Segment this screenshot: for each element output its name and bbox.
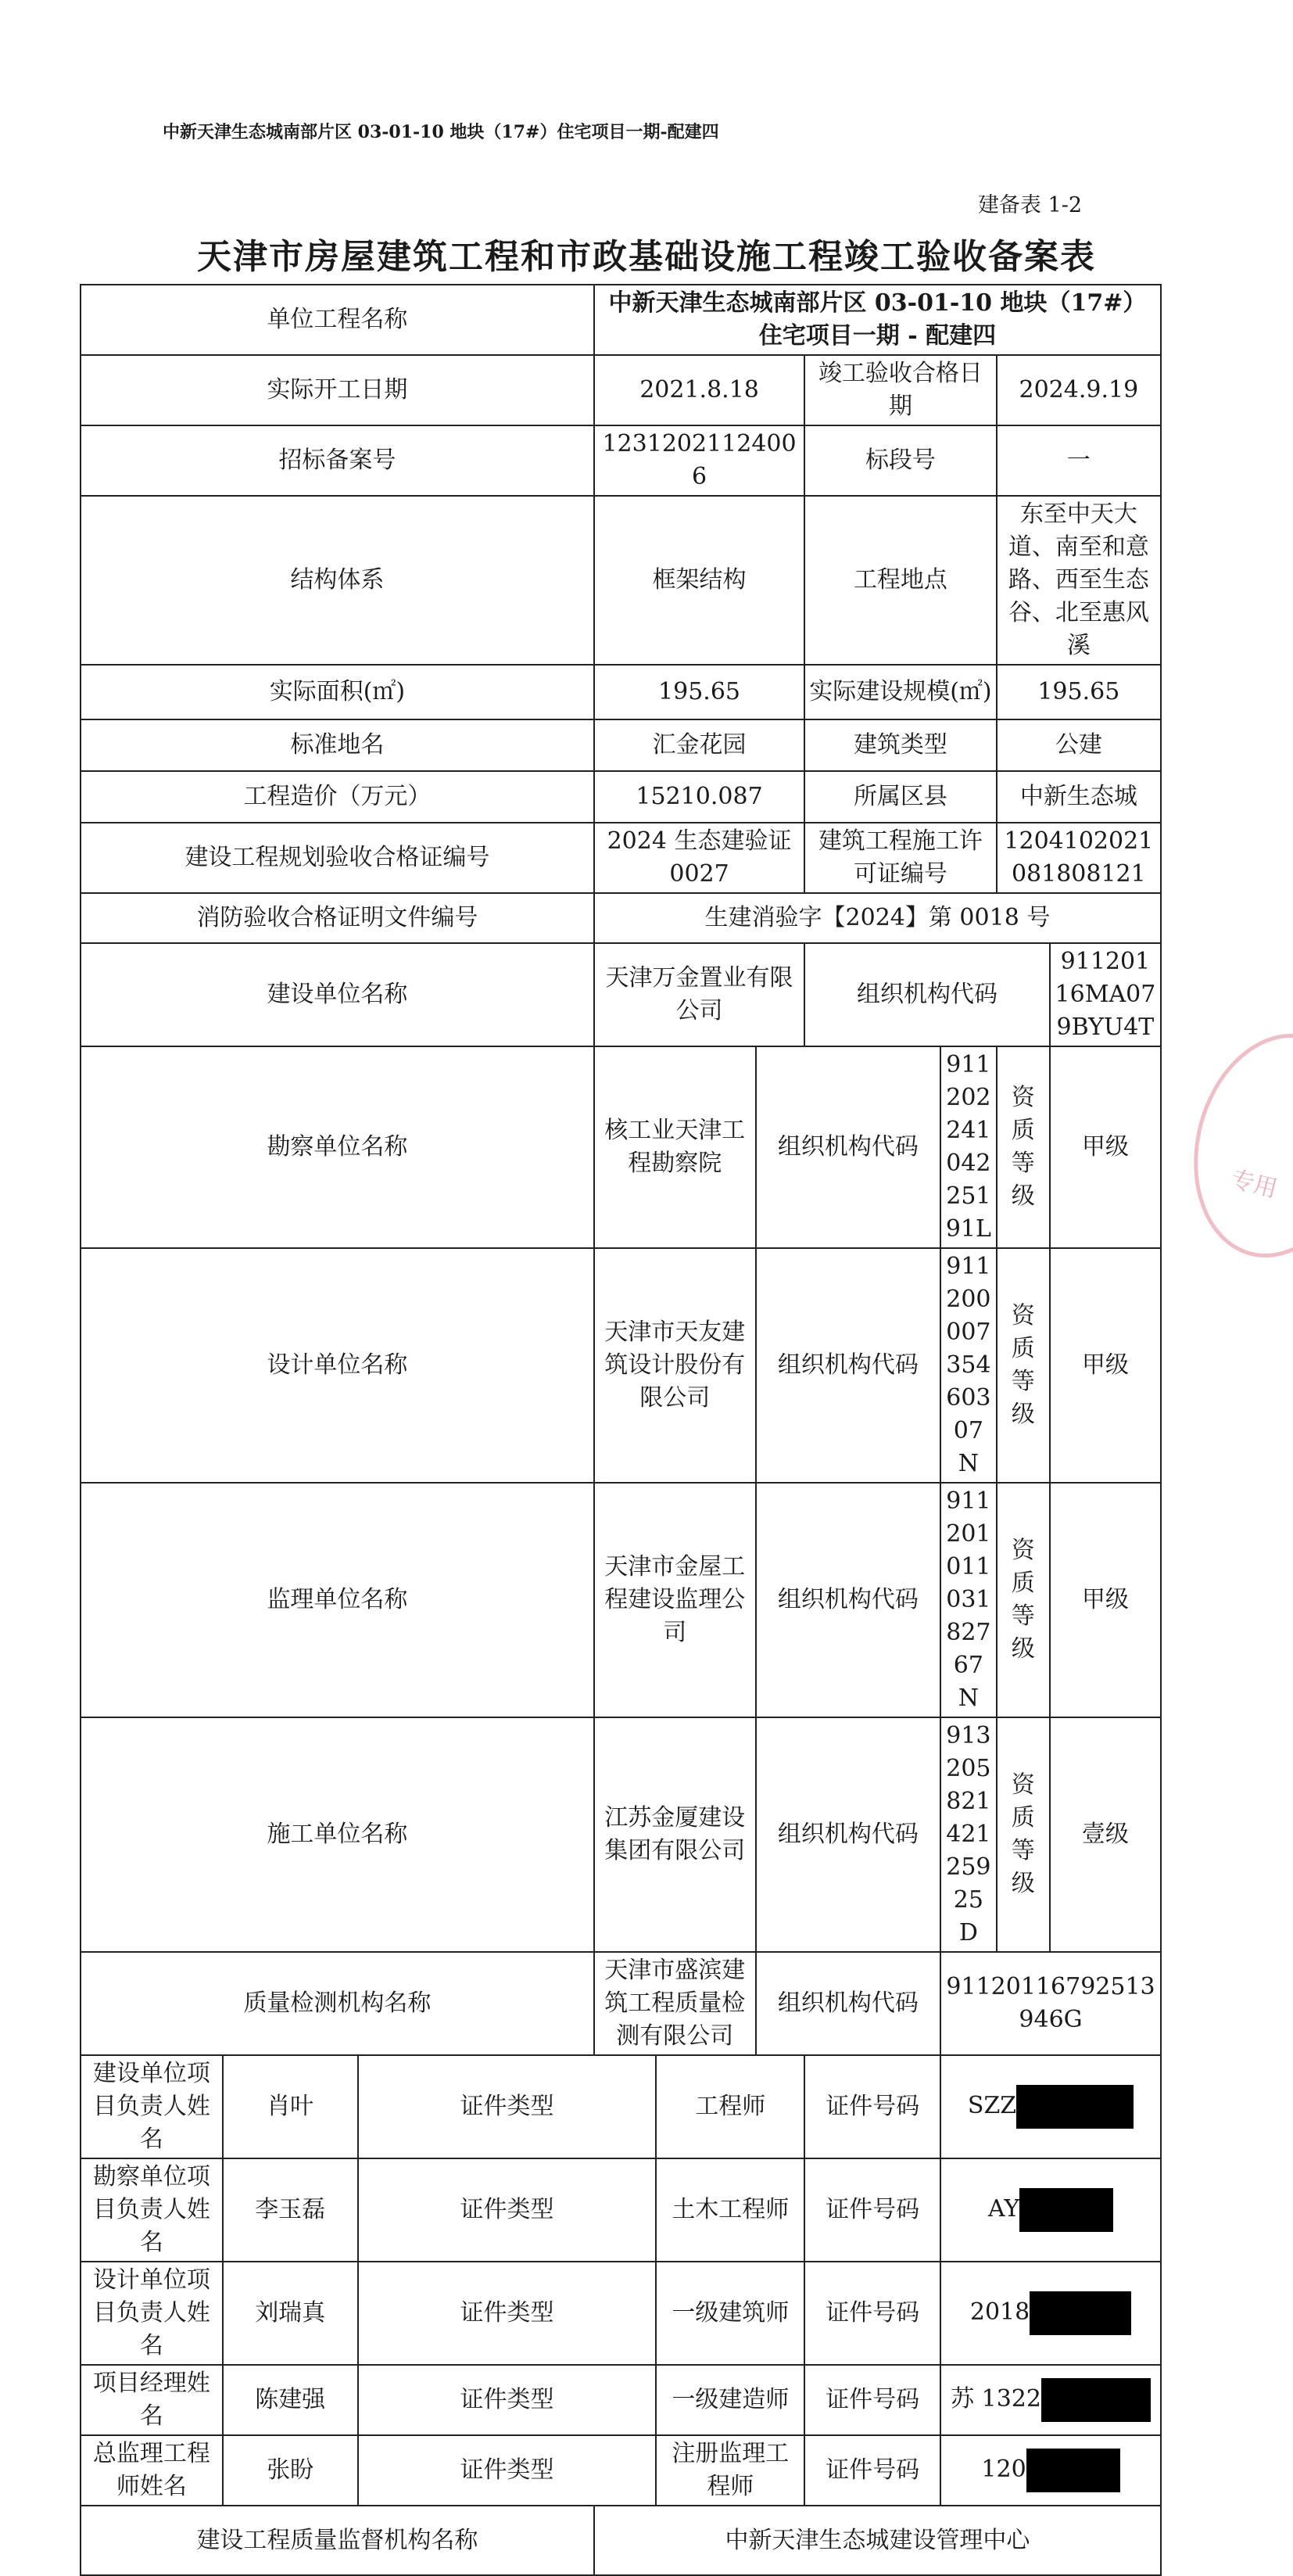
unit-label: 监理单位名称 bbox=[81, 1483, 594, 1717]
cert-no-label: 证件号码 bbox=[804, 2158, 940, 2262]
building-type-value: 公建 bbox=[997, 719, 1161, 771]
code-label: 组织机构代码 bbox=[756, 1717, 940, 1952]
fire-cert-label: 消防验收合格证明文件编号 bbox=[81, 893, 594, 943]
supervision-value: 中新天津生态城建设管理中心 bbox=[594, 2506, 1161, 2575]
start-date-value: 2021.8.18 bbox=[594, 355, 804, 425]
person-role: 建设单位项目负责人姓名 bbox=[81, 2055, 223, 2158]
code-label: 组织机构代码 bbox=[756, 1483, 940, 1717]
fire-cert-value: 生建消验字【2024】第 0018 号 bbox=[594, 893, 1161, 943]
person-name: 刘瑞真 bbox=[223, 2262, 358, 2365]
cert-no-label: 证件号码 bbox=[804, 2262, 940, 2365]
district-label: 所属区县 bbox=[804, 771, 996, 823]
qualification-value: 甲级 bbox=[1050, 1483, 1161, 1717]
person-role: 总监理工程师姓名 bbox=[81, 2435, 223, 2506]
person-role: 设计单位项目负责人姓名 bbox=[81, 2262, 223, 2365]
qualification-value: 壹级 bbox=[1050, 1717, 1161, 1952]
cert-no-visible: SZZ bbox=[967, 2092, 1017, 2119]
start-date-label: 实际开工日期 bbox=[81, 355, 594, 425]
builder-label: 建设单位名称 bbox=[81, 943, 594, 1046]
person-name: 陈建强 bbox=[223, 2365, 358, 2435]
person-role: 项目经理姓名 bbox=[81, 2365, 223, 2435]
code-label: 组织机构代码 bbox=[756, 1046, 940, 1248]
area-value: 195.65 bbox=[594, 665, 804, 719]
cert-type-label: 证件类型 bbox=[358, 2055, 657, 2158]
cert-no-label: 证件号码 bbox=[804, 2365, 940, 2435]
cert-no-label: 证件号码 bbox=[804, 2435, 940, 2506]
cert-no-visible: 2018 bbox=[969, 2298, 1030, 2326]
builder-code-label: 组织机构代码 bbox=[804, 943, 1050, 1046]
unit-name-value: 中新天津生态城南部片区 03-01-10 地块（17#）住宅项目一期 - 配建四 bbox=[594, 285, 1161, 355]
redaction-block bbox=[1041, 2378, 1151, 2422]
structure-label: 结构体系 bbox=[81, 496, 594, 665]
unit-name-label: 单位工程名称 bbox=[81, 285, 594, 355]
cert-type-label: 证件类型 bbox=[358, 2262, 657, 2365]
cert-type-value: 一级建筑师 bbox=[656, 2262, 804, 2365]
official-seal bbox=[1171, 1016, 1293, 1275]
cert-no-value bbox=[940, 2262, 1161, 2365]
qualification-label: 资质等级 bbox=[997, 1483, 1050, 1717]
tender-no-label: 招标备案号 bbox=[81, 425, 594, 496]
acceptance-date-label: 竣工验收合格日期 bbox=[804, 355, 996, 425]
area-label: 实际面积(㎡) bbox=[81, 665, 594, 719]
filing-table bbox=[80, 284, 1162, 2576]
page-title: 天津市房屋建筑工程和市政基础设施工程竣工验收备案表 bbox=[197, 237, 1096, 277]
cert-no-visible: 120 bbox=[981, 2456, 1026, 2483]
unit-label: 设计单位名称 bbox=[81, 1248, 594, 1483]
builder-code-value: 91120116MA079BYU4T bbox=[1050, 943, 1161, 1046]
scale-value: 195.65 bbox=[997, 665, 1161, 719]
cert-no-label: 证件号码 bbox=[804, 2055, 940, 2158]
seal-text: 专用 bbox=[1227, 1165, 1280, 1204]
testing-code-label: 组织机构代码 bbox=[756, 1952, 940, 2055]
code-value: 91120000735460307N bbox=[940, 1248, 997, 1483]
code-value: 91320582142125925D bbox=[940, 1717, 997, 1952]
qualification-label: 资质等级 bbox=[997, 1717, 1050, 1952]
unit-label: 施工单位名称 bbox=[81, 1717, 594, 1952]
cert-type-label: 证件类型 bbox=[358, 2435, 657, 2506]
location-value: 东至中天大道、南至和意路、西至生态谷、北至惠风溪 bbox=[997, 496, 1161, 665]
cert-type-label: 证件类型 bbox=[358, 2365, 657, 2435]
cert-type-value: 注册监理工程师 bbox=[656, 2435, 804, 2506]
testing-name: 天津市盛滨建筑工程质量检测有限公司 bbox=[594, 1952, 756, 2055]
permit-label: 建筑工程施工许可证编号 bbox=[804, 823, 996, 893]
section-no-label: 标段号 bbox=[804, 425, 996, 496]
structure-value: 框架结构 bbox=[594, 496, 804, 665]
person-name: 张盼 bbox=[223, 2435, 358, 2506]
person-name: 肖叶 bbox=[223, 2055, 358, 2158]
testing-label: 质量检测机构名称 bbox=[81, 1952, 594, 2055]
code-value: 91120224104225191L bbox=[940, 1046, 997, 1248]
cost-label: 工程造价（万元） bbox=[81, 771, 594, 823]
scale-label: 实际建设规模(㎡) bbox=[804, 665, 996, 719]
tender-no-value: 12312021124006 bbox=[594, 425, 804, 496]
cert-type-value: 一级建造师 bbox=[656, 2365, 804, 2435]
place-name-label: 标准地名 bbox=[81, 719, 594, 771]
cert-no-visible: AY bbox=[987, 2195, 1020, 2223]
code-value: 91120101103182767N bbox=[940, 1483, 997, 1717]
qualification-label: 资质等级 bbox=[997, 1248, 1050, 1483]
redaction-block bbox=[1030, 2291, 1131, 2335]
planning-cert-label: 建设工程规划验收合格证编号 bbox=[81, 823, 594, 893]
document-header: 中新天津生态城南部片区 03-01-10 地块（17#）住宅项目一期-配建四 bbox=[163, 122, 719, 142]
location-label: 工程地点 bbox=[804, 496, 996, 665]
redaction-block bbox=[1019, 2188, 1113, 2232]
planning-cert-value: 2024 生态建验证 0027 bbox=[594, 823, 804, 893]
district-value: 中新生态城 bbox=[997, 771, 1161, 823]
testing-code-value: 91120116792513946G bbox=[940, 1952, 1161, 2055]
cost-value: 15210.087 bbox=[594, 771, 804, 823]
permit-value: 1204102021081808121 bbox=[997, 823, 1161, 893]
code-label: 组织机构代码 bbox=[756, 1248, 940, 1483]
form-number: 建备表 1-2 bbox=[977, 193, 1082, 217]
acceptance-date-value: 2024.9.19 bbox=[997, 355, 1161, 425]
section-no-value: 一 bbox=[997, 425, 1161, 496]
builder-value: 天津万金置业有限公司 bbox=[594, 943, 804, 1046]
redaction-block bbox=[1026, 2449, 1120, 2492]
cert-no-value bbox=[940, 2055, 1161, 2158]
person-name: 李玉磊 bbox=[223, 2158, 358, 2262]
building-type-label: 建筑类型 bbox=[804, 719, 996, 771]
qualification-label: 资质等级 bbox=[997, 1046, 1050, 1248]
qualification-value: 甲级 bbox=[1050, 1248, 1161, 1483]
unit-name: 天津市金屋工程建设监理公司 bbox=[594, 1483, 756, 1717]
cert-no-value bbox=[940, 2158, 1161, 2262]
cert-no-value bbox=[940, 2435, 1161, 2506]
supervision-label: 建设工程质量监督机构名称 bbox=[81, 2506, 594, 2575]
cert-type-value: 土木工程师 bbox=[656, 2158, 804, 2262]
cert-no-visible: 苏 1322 bbox=[951, 2385, 1041, 2413]
cert-no-value bbox=[940, 2365, 1161, 2435]
unit-name: 天津市天友建筑设计股份有限公司 bbox=[594, 1248, 756, 1483]
redaction-block bbox=[1016, 2085, 1134, 2129]
qualification-value: 甲级 bbox=[1050, 1046, 1161, 1248]
place-name-value: 汇金花园 bbox=[594, 719, 804, 771]
unit-name: 核工业天津工程勘察院 bbox=[594, 1046, 756, 1248]
cert-type-label: 证件类型 bbox=[358, 2158, 657, 2262]
person-role: 勘察单位项目负责人姓名 bbox=[81, 2158, 223, 2262]
unit-name: 江苏金厦建设集团有限公司 bbox=[594, 1717, 756, 1952]
unit-label: 勘察单位名称 bbox=[81, 1046, 594, 1248]
cert-type-value: 工程师 bbox=[656, 2055, 804, 2158]
